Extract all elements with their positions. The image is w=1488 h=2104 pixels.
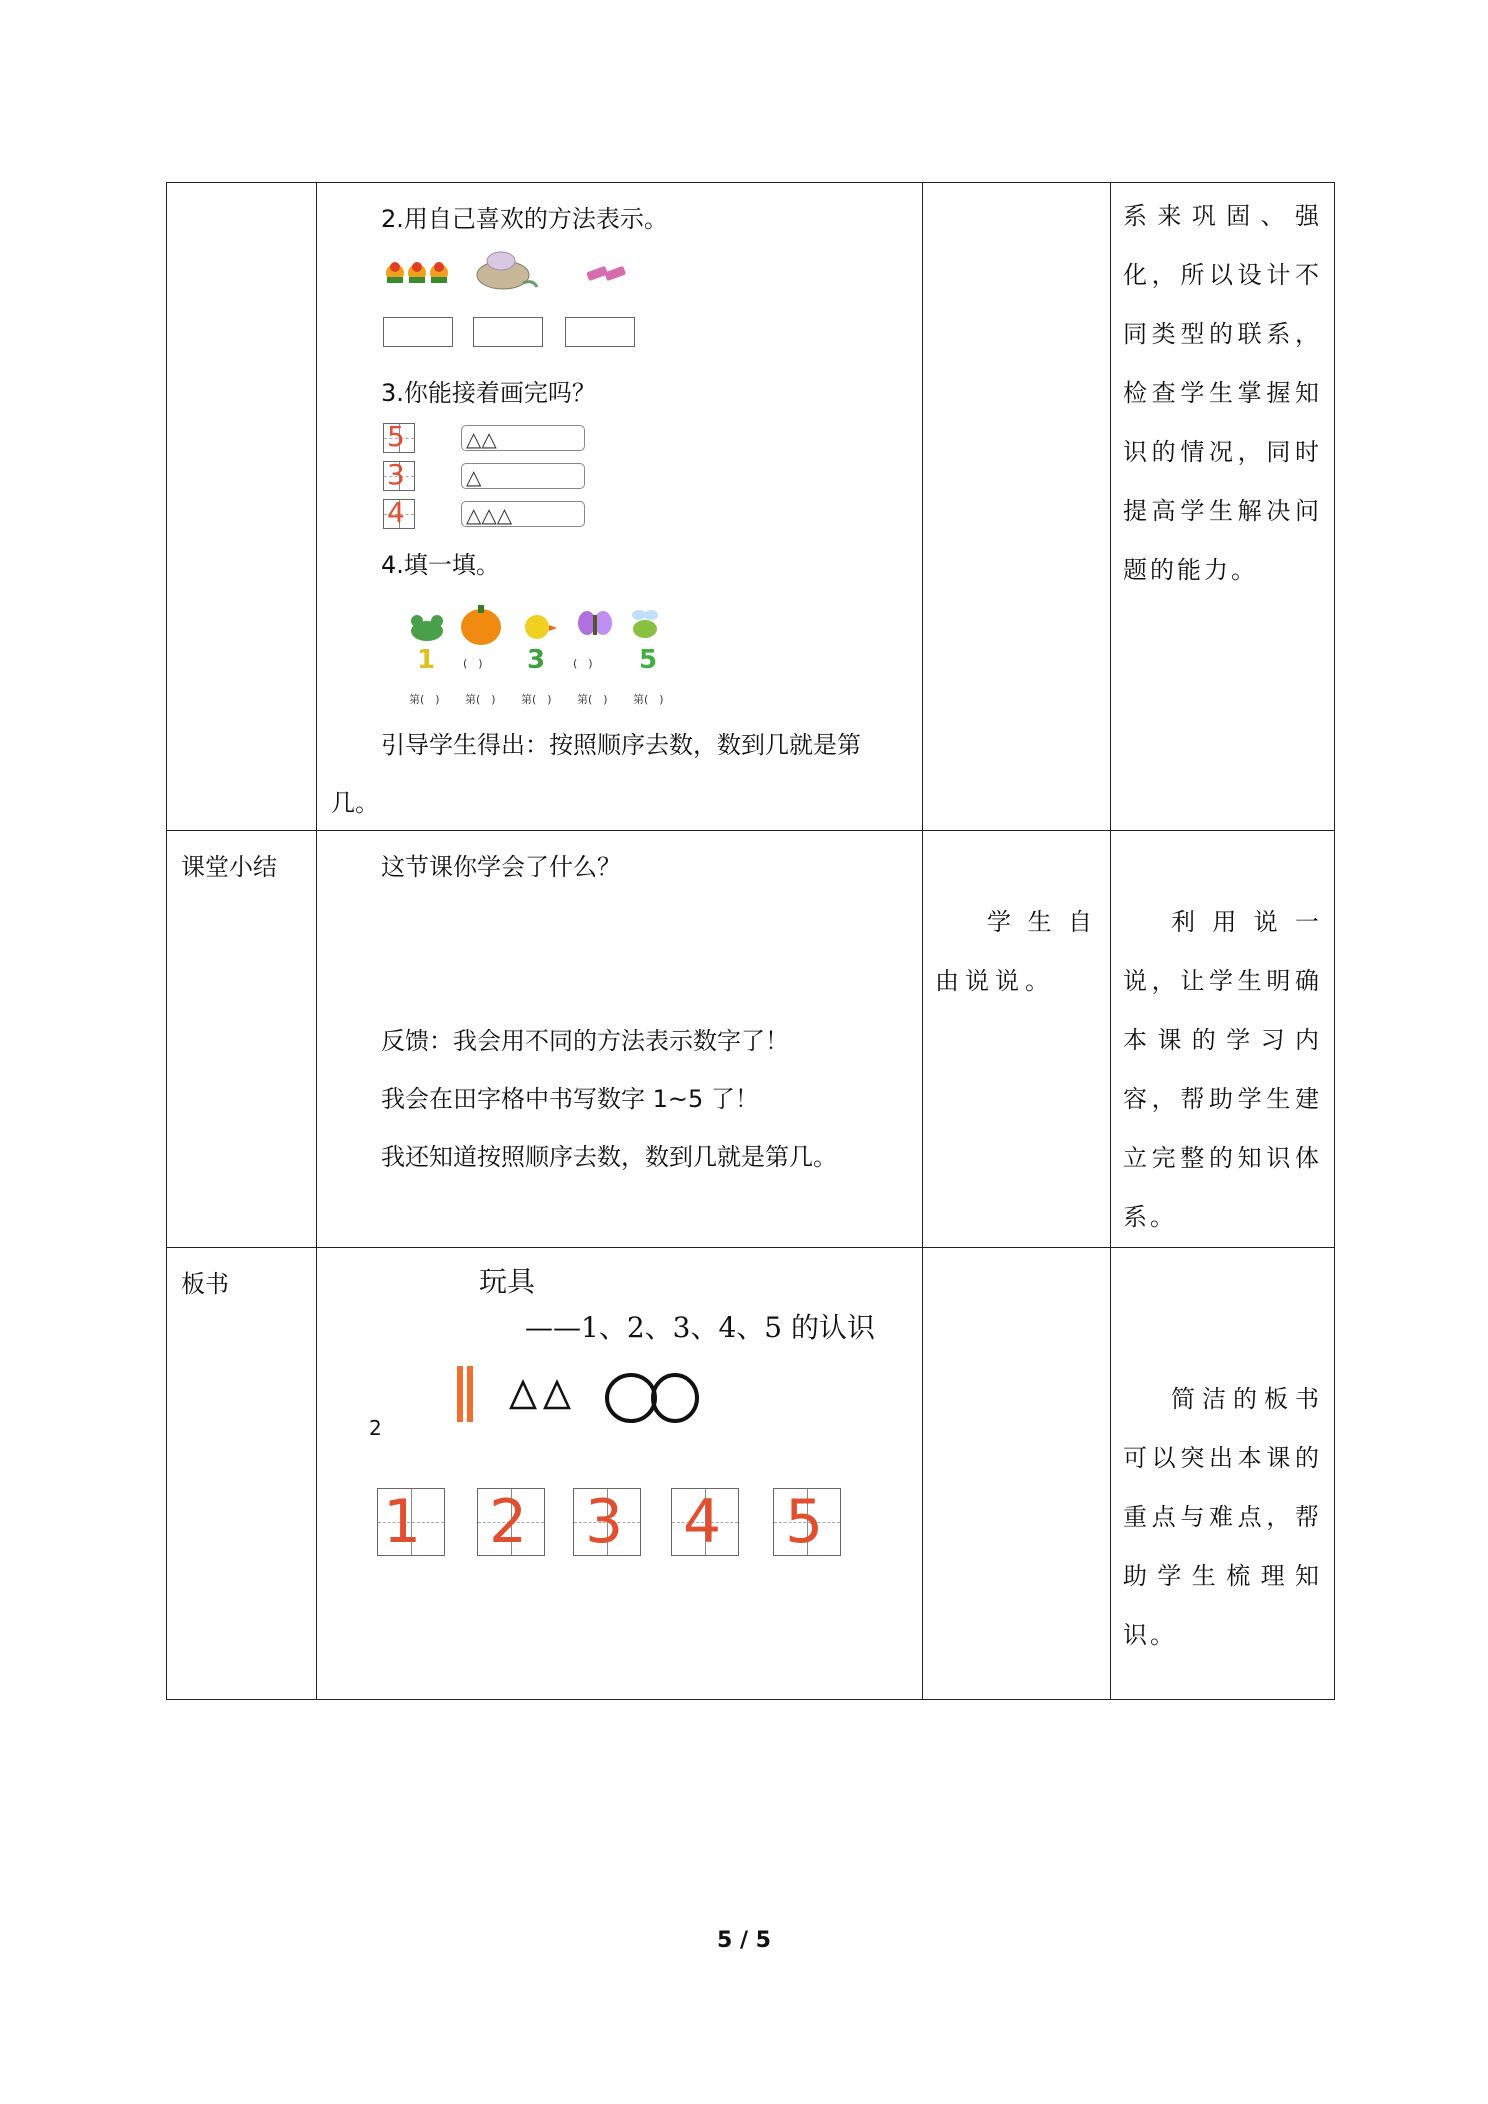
- blackboard-digit: 4: [683, 1487, 722, 1557]
- question-3: 3.你能接着画完吗？: [381, 379, 596, 407]
- q4-pictures: [405, 603, 665, 649]
- design-purpose-cell: [1111, 831, 1335, 1248]
- student-activity-cell-empty: [923, 183, 1111, 831]
- design-purpose-text: 简洁的板书可以突出本课的重点与难点，帮助学生梳理知识。: [1123, 1385, 1322, 1649]
- q4-ordinal[interactable]: 第( ): [465, 693, 496, 706]
- q3-shape-box[interactable]: △△△: [461, 501, 585, 527]
- page-number: 5 / 5: [717, 1928, 771, 1953]
- exercise-content-cell: [317, 183, 923, 831]
- q4-number-blank[interactable]: ( ): [463, 657, 483, 670]
- blackboard-row: [167, 1248, 1335, 1700]
- student-activity-cell-empty: [923, 1248, 1111, 1700]
- design-purpose-text: 利用说一说，让学生明确本课的学习内容，帮助学生建立完整的知识体系。: [1123, 908, 1322, 1231]
- q4-number-blank[interactable]: ( ): [573, 657, 593, 670]
- q3-shape-box[interactable]: △△: [461, 425, 585, 451]
- design-purpose-cell: [1111, 1248, 1335, 1700]
- answer-box[interactable]: [383, 317, 453, 347]
- blackboard-number-label: 2: [369, 1416, 382, 1440]
- sticks-icon: [457, 1366, 473, 1422]
- blackboard-title: 玩具: [479, 1265, 536, 1298]
- q4-number: 5: [639, 645, 658, 675]
- guide-text: 引导学生得出：按照顺序去数，数到几就是第: [381, 731, 861, 759]
- design-purpose-text: 系来巩固、强化，所以设计不同类型的联系，检查学生掌握知识的情况，同时提高学生解决问题的能力。: [1123, 202, 1322, 584]
- toy-cars-icon: [386, 262, 448, 283]
- chick-icon: [525, 615, 557, 639]
- pumpkin-icon: [461, 605, 501, 645]
- blackboard-shapes: [453, 1362, 743, 1442]
- question-2: 2.用自己喜欢的方法表示。: [381, 205, 668, 233]
- row-label-cell: [167, 1248, 317, 1700]
- frog-icon: [411, 615, 443, 641]
- q2-pictures: [383, 247, 633, 299]
- q4-ordinal[interactable]: 第( ): [521, 693, 552, 706]
- row-label-cell: [167, 831, 317, 1248]
- student-activity-text: 学生自由说说。: [935, 908, 1098, 995]
- answer-box[interactable]: [565, 317, 635, 347]
- q4-number: 3: [527, 645, 546, 675]
- basket-icon: [477, 252, 537, 289]
- blackboard-digit: 3: [585, 1487, 624, 1557]
- guide-text-cont: 几。: [331, 789, 379, 817]
- q4-number: 1: [417, 645, 436, 675]
- lesson-plan-table: [166, 182, 1335, 1700]
- feedback-line: 我会在田字格中书写数字 1~5 了！: [381, 1085, 759, 1113]
- row-label-cell-empty: [167, 183, 317, 831]
- circles-icon: [607, 1375, 697, 1421]
- blackboard-digit: 2: [489, 1487, 528, 1557]
- q4-ordinal[interactable]: 第( ): [409, 693, 440, 706]
- bee-icon: [632, 610, 658, 638]
- summary-row: [167, 831, 1335, 1248]
- row-label: 课堂小结: [181, 853, 277, 881]
- answer-box[interactable]: [473, 317, 543, 347]
- feedback-line: 我还知道按照顺序去数，数到几就是第几。: [381, 1143, 837, 1171]
- summary-question: 这节课你学会了什么？: [381, 853, 621, 881]
- row-label: 板书: [181, 1270, 229, 1298]
- q3-number: 3: [387, 458, 405, 491]
- feedback-line: 反馈：我会用不同的方法表示数字了！: [381, 1027, 789, 1055]
- blackboard-digit: 5: [785, 1487, 824, 1557]
- q4-ordinal[interactable]: 第( ): [633, 693, 664, 706]
- blackboard-subtitle: ——1、2、3、4、5 的认识: [525, 1311, 875, 1344]
- question-4: 4.填一填。: [381, 551, 500, 579]
- butterfly-icon: [578, 611, 612, 635]
- triangles-icon: [511, 1382, 569, 1408]
- q3-number: 4: [387, 496, 405, 529]
- blackboard-content-cell: [317, 1248, 923, 1700]
- blackboard-digit: 1: [383, 1487, 422, 1557]
- q3-number: 5: [387, 420, 405, 453]
- student-activity-cell: [923, 831, 1111, 1248]
- erasers-icon: [586, 266, 626, 281]
- exercise-row: [167, 183, 1335, 831]
- q4-ordinal[interactable]: 第( ): [577, 693, 608, 706]
- design-purpose-cell: [1111, 183, 1335, 831]
- summary-content-cell: [317, 831, 923, 1248]
- q3-shape-box[interactable]: △: [461, 463, 585, 489]
